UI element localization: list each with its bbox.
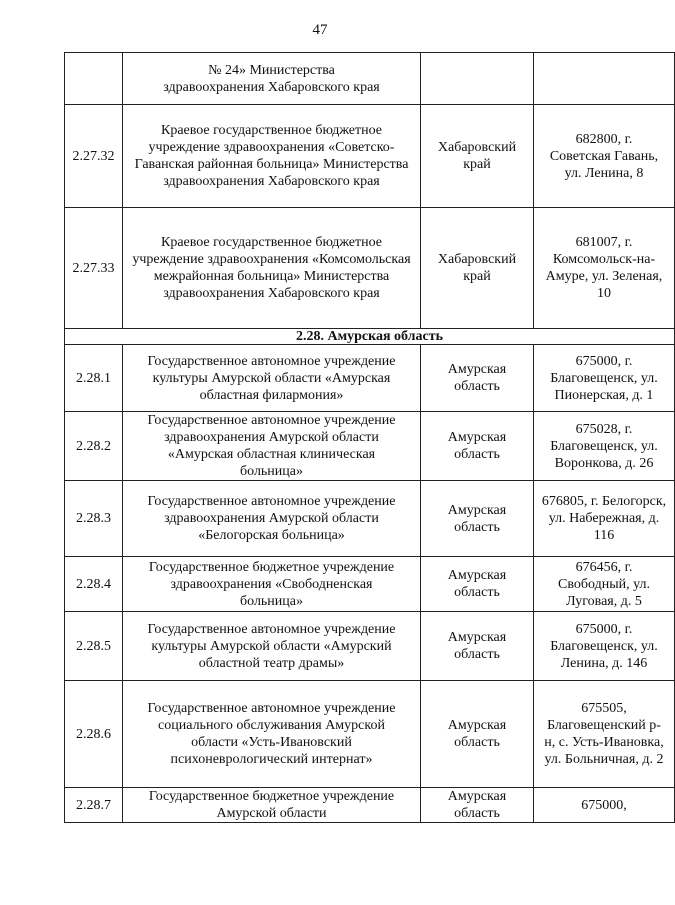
region-cell: Амурская область [421, 612, 534, 681]
table-row [65, 105, 675, 208]
region-cell: Амурская область [421, 681, 534, 788]
institution-name: Государственное автономное учреждение здравоохранения Амурской области «Белогорская больница» [123, 481, 421, 557]
institution-name: Государственное бюджетное учреждение Амурской области [123, 788, 421, 823]
region-cell: Хабаровский край [421, 105, 534, 208]
address-cell [534, 53, 675, 105]
table-row [65, 557, 675, 612]
table-row [65, 412, 675, 481]
table-row [65, 481, 675, 557]
table-row [65, 345, 675, 412]
region-cell: Хабаровский край [421, 208, 534, 329]
address-cell: 681007, г. Комсомольск-на-Амуре, ул. Зеленая, 10 [534, 208, 675, 329]
row-number: 2.28.3 [65, 481, 123, 557]
table-row [65, 681, 675, 788]
table-row [65, 788, 675, 823]
row-number: 2.27.33 [65, 208, 123, 329]
table-row [65, 612, 675, 681]
row-number: 2.28.7 [65, 788, 123, 823]
address-cell: 676805, г. Белогорск, ул. Набережная, д. 116 [534, 481, 675, 557]
region-cell: Амурская область [421, 412, 534, 481]
section-header-row [65, 329, 675, 345]
institution-name: Государственное автономное учреждение социального обслуживания Амурской области «Усть-Ивановский психоневрологический интернат» [123, 681, 421, 788]
region-cell: Амурская область [421, 481, 534, 557]
row-number: 2.28.6 [65, 681, 123, 788]
institution-name: Государственное автономное учреждение культуры Амурской области «Амурский областной театр драмы» [123, 612, 421, 681]
table-row [65, 53, 675, 105]
address-cell: 675000, [534, 788, 675, 823]
row-number: 2.28.1 [65, 345, 123, 412]
section-title: 2.28. Амурская область [65, 329, 675, 345]
institution-name: Государственное бюджетное учреждение здравоохранения «Свободненская больница» [123, 557, 421, 612]
institution-name: Государственное автономное учреждение культуры Амурской области «Амурская областная филармония» [123, 345, 421, 412]
address-cell: 675000, г. Благовещенск, ул. Пионерская, д. 1 [534, 345, 675, 412]
institution-name: № 24» Министерства здравоохранения Хабаровского края [123, 53, 421, 105]
row-number [65, 53, 123, 105]
address-cell: 675505, Благовещенский р-н, с. Усть-Ивановка, ул. Больничная, д. 2 [534, 681, 675, 788]
region-cell: Амурская область [421, 788, 534, 823]
table-row [65, 208, 675, 329]
address-cell: 675000, г. Благовещенск, ул. Ленина, д. 146 [534, 612, 675, 681]
row-number: 2.28.4 [65, 557, 123, 612]
row-number: 2.28.2 [65, 412, 123, 481]
institution-name: Краевое государственное бюджетное учреждение здравоохранения «Комсомольская межрайонная больница» Министерства здравоохранения Хабаровского края [123, 208, 421, 329]
region-cell [421, 53, 534, 105]
address-cell: 682800, г. Советская Гавань, ул. Ленина, 8 [534, 105, 675, 208]
institution-name: Краевое государственное бюджетное учреждение здравоохранения «Советско-Гаванская районная больница» Министерства здравоохранения Хабаровского края [123, 105, 421, 208]
institution-name: Государственное автономное учреждение здравоохранения Амурской области «Амурская областная клиническая больница» [123, 412, 421, 481]
region-cell: Амурская область [421, 345, 534, 412]
address-cell: 676456, г. Свободный, ул. Луговая, д. 5 [534, 557, 675, 612]
address-cell: 675028, г. Благовещенск, ул. Воронкова, д. 26 [534, 412, 675, 481]
page-number: 47 [312, 22, 328, 38]
row-number: 2.27.32 [65, 105, 123, 208]
row-number: 2.28.5 [65, 612, 123, 681]
region-cell: Амурская область [421, 557, 534, 612]
institutions-table [64, 52, 675, 823]
